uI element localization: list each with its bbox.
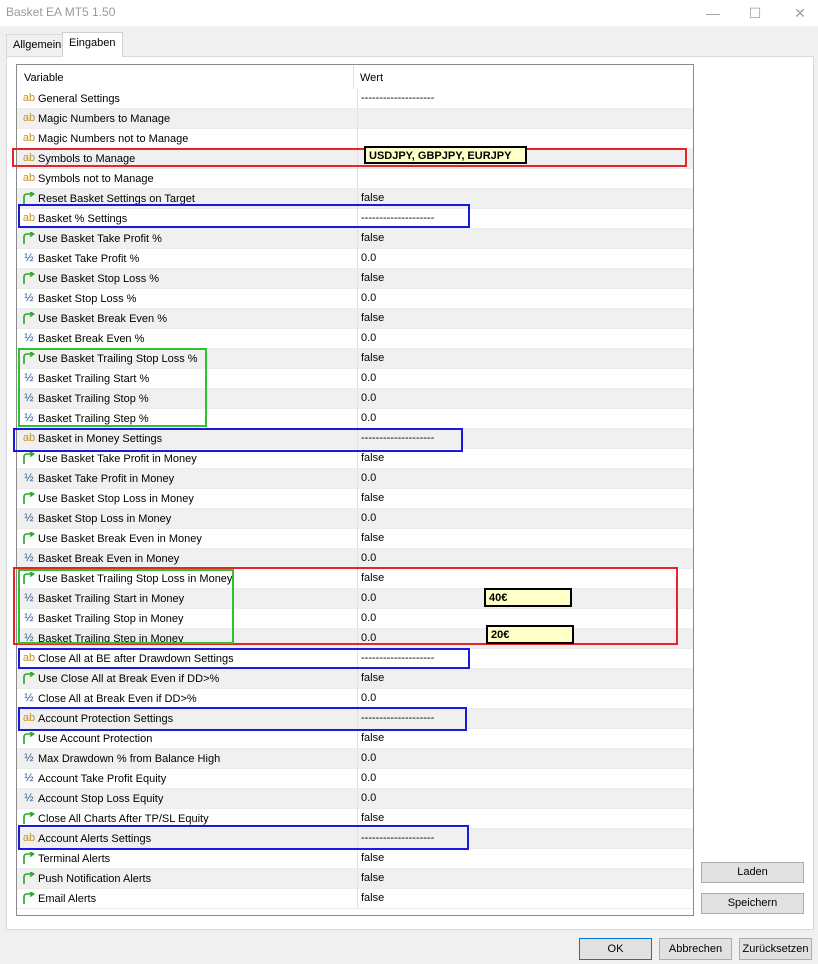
load-button[interactable]: Laden [701, 862, 804, 883]
number-type-icon: ½ [24, 512, 34, 524]
row-value[interactable]: false [357, 669, 691, 688]
row-value[interactable]: false [357, 489, 691, 508]
row-value[interactable]: -------------------- [357, 429, 691, 448]
string-type-icon: ab [22, 212, 36, 224]
row-value[interactable]: -------------------- [357, 209, 691, 228]
row-variable-name: Use Basket Take Profit % [38, 233, 162, 245]
table-row[interactable] [17, 469, 693, 489]
bool-type-icon [22, 852, 36, 865]
row-variable-name: Use Basket Trailing Stop Loss in Money [38, 573, 233, 585]
table-row[interactable] [17, 409, 693, 429]
table-row[interactable] [17, 849, 693, 869]
row-variable-name: Magic Numbers to Manage [38, 113, 171, 125]
row-value[interactable]: false [357, 349, 691, 368]
bool-type-icon [22, 812, 36, 825]
save-button[interactable]: Speichern [701, 893, 804, 914]
row-value[interactable]: 0.0 [357, 689, 691, 708]
row-value[interactable] [357, 169, 691, 188]
row-variable-name: Use Basket Take Profit in Money [38, 453, 197, 465]
row-variable-name: Basket Take Profit in Money [38, 473, 175, 485]
table-row[interactable] [17, 509, 693, 529]
string-type-icon: ab [22, 92, 36, 104]
string-type-icon: ab [22, 652, 36, 664]
row-value[interactable]: false [357, 729, 691, 748]
table-row[interactable] [17, 209, 693, 229]
cancel-button[interactable]: Abbrechen [659, 938, 732, 960]
table-row[interactable] [17, 669, 693, 689]
row-value[interactable]: 0.0 [357, 469, 691, 488]
row-variable-name: Basket Trailing Stop in Money [38, 613, 184, 625]
row-value[interactable]: 0.0 [357, 409, 691, 428]
maximize-icon[interactable]: ☐ [748, 5, 762, 21]
string-type-icon: ab [22, 152, 36, 164]
table-row[interactable] [17, 529, 693, 549]
bool-type-icon [22, 532, 36, 545]
title-bar [0, 0, 818, 26]
row-variable-name: Push Notification Alerts [38, 873, 152, 885]
table-row[interactable] [17, 609, 693, 629]
row-variable-name: Use Account Protection [38, 733, 153, 745]
table-row[interactable] [17, 229, 693, 249]
row-variable-name: Use Basket Stop Loss % [38, 273, 160, 285]
row-value[interactable]: 0.0 [357, 329, 691, 348]
table-body [17, 89, 693, 909]
table-row[interactable] [17, 689, 693, 709]
row-variable-name: General Settings [38, 93, 120, 105]
row-variable-name: Account Stop Loss Equity [38, 793, 164, 805]
column-header-value[interactable]: Wert [360, 72, 384, 84]
ok-button[interactable]: OK [579, 938, 652, 960]
row-variable-name: Use Basket Trailing Stop Loss % [38, 353, 198, 365]
bool-type-icon [22, 892, 36, 905]
row-value[interactable]: false [357, 889, 691, 908]
string-type-icon: ab [22, 712, 36, 724]
row-value[interactable]: -------------------- [357, 649, 691, 668]
row-variable-name: Close All at BE after Drawdown Settings [38, 653, 234, 665]
row-value[interactable]: 0.0 [357, 389, 691, 408]
row-variable-name: Account Alerts Settings [38, 833, 152, 845]
table-row[interactable] [17, 389, 693, 409]
row-value[interactable]: false [357, 869, 691, 888]
row-variable-name: Basket Take Profit % [38, 253, 140, 265]
bool-type-icon [22, 312, 36, 325]
string-type-icon: ab [22, 112, 36, 124]
string-type-icon: ab [22, 832, 36, 844]
row-value[interactable] [357, 109, 691, 128]
number-type-icon: ½ [24, 372, 34, 384]
bool-type-icon [22, 872, 36, 885]
row-variable-name: Terminal Alerts [38, 853, 111, 865]
bool-type-icon [22, 732, 36, 745]
row-variable-name: Use Close All at Break Even if DD>% [38, 673, 220, 685]
row-value[interactable]: 0.0 [357, 369, 691, 388]
row-variable-name: Basket in Money Settings [38, 433, 163, 445]
row-value[interactable]: false [357, 529, 691, 548]
row-value[interactable]: false [357, 449, 691, 468]
bool-type-icon [22, 572, 36, 585]
row-variable-name: Basket Break Even % [38, 333, 145, 345]
row-variable-name: Use Basket Break Even % [38, 313, 168, 325]
row-variable-name: Symbols not to Manage [38, 173, 154, 185]
row-variable-name: Basket Trailing Step % [38, 413, 149, 425]
row-variable-name: Close All at Break Even if DD>% [38, 693, 197, 705]
table-row[interactable] [17, 789, 693, 809]
row-value[interactable]: false [357, 229, 691, 248]
row-variable-name: Symbols to Manage [38, 153, 136, 165]
row-value[interactable]: 0.0 [357, 629, 691, 648]
table-row[interactable] [17, 749, 693, 769]
bool-type-icon [22, 352, 36, 365]
table-row[interactable] [17, 649, 693, 669]
row-value[interactable]: 0.0 [357, 509, 691, 528]
number-type-icon: ½ [24, 612, 34, 624]
trailing-start-note: 40€ [484, 588, 572, 607]
table-row[interactable] [17, 449, 693, 469]
table-row[interactable] [17, 729, 693, 749]
row-value[interactable]: 0.0 [357, 769, 691, 788]
table-row[interactable] [17, 829, 693, 849]
table-row[interactable] [17, 289, 693, 309]
trailing-step-note: 20€ [486, 625, 574, 644]
symbols-note: USDJPY, GBPJPY, EURJPY [364, 146, 527, 164]
row-value[interactable]: 0.0 [357, 749, 691, 768]
table-row[interactable] [17, 549, 693, 569]
table-row[interactable] [17, 769, 693, 789]
number-type-icon: ½ [24, 392, 34, 404]
table-row[interactable] [17, 89, 693, 109]
column-separator[interactable] [353, 65, 354, 89]
window-title: Basket EA MT5 1.50 [6, 5, 116, 19]
row-variable-name: Magic Numbers not to Manage [38, 133, 189, 145]
table-row[interactable] [17, 109, 693, 129]
string-type-icon: ab [22, 172, 36, 184]
number-type-icon: ½ [24, 792, 34, 804]
row-value[interactable]: 0.0 [357, 249, 691, 268]
number-type-icon: ½ [24, 692, 34, 704]
row-value[interactable]: 0.0 [357, 549, 691, 568]
row-value[interactable]: false [357, 269, 691, 288]
tab-allgemein[interactable]: Allgemein [6, 34, 68, 56]
table-row[interactable] [17, 489, 693, 509]
number-type-icon: ½ [24, 292, 34, 304]
table-row[interactable] [17, 249, 693, 269]
row-variable-name: Account Protection Settings [38, 713, 174, 725]
row-value[interactable]: -------------------- [357, 709, 691, 728]
table-header [17, 65, 693, 89]
row-value[interactable]: -------------------- [357, 829, 691, 848]
row-value[interactable]: -------------------- [357, 89, 691, 108]
row-value[interactable]: false [357, 309, 691, 328]
number-type-icon: ½ [24, 412, 34, 424]
table-row[interactable] [17, 569, 693, 589]
row-value[interactable]: 0.0 [357, 589, 691, 608]
table-row[interactable] [17, 269, 693, 289]
bool-type-icon [22, 272, 36, 285]
string-type-icon: ab [22, 432, 36, 444]
table-row[interactable] [17, 429, 693, 449]
bool-type-icon [22, 452, 36, 465]
inputs-table [16, 64, 694, 916]
row-variable-name: Basket Stop Loss % [38, 293, 137, 305]
number-type-icon: ½ [24, 552, 34, 564]
row-variable-name: Basket Break Even in Money [38, 553, 180, 565]
table-row[interactable] [17, 709, 693, 729]
number-type-icon: ½ [24, 332, 34, 344]
table-row[interactable] [17, 369, 693, 389]
table-row[interactable] [17, 329, 693, 349]
number-type-icon: ½ [24, 472, 34, 484]
row-variable-name: Basket Stop Loss in Money [38, 513, 172, 525]
bool-type-icon [22, 672, 36, 685]
row-value[interactable]: false [357, 809, 691, 828]
row-value[interactable]: false [357, 849, 691, 868]
row-variable-name: Basket Trailing Step in Money [38, 633, 184, 645]
row-variable-name: Close All Charts After TP/SL Equity [38, 813, 209, 825]
table-row[interactable] [17, 869, 693, 889]
table-row[interactable] [17, 169, 693, 189]
number-type-icon: ½ [24, 752, 34, 764]
table-row[interactable] [17, 129, 693, 149]
number-type-icon: ½ [24, 252, 34, 264]
row-value[interactable]: 0.0 [357, 609, 691, 628]
row-variable-name: Email Alerts [38, 893, 97, 905]
row-value[interactable]: false [357, 569, 691, 588]
bool-type-icon [22, 192, 36, 205]
number-type-icon: ½ [24, 632, 34, 644]
table-row[interactable] [17, 809, 693, 829]
table-row[interactable] [17, 149, 693, 169]
row-variable-name: Basket Trailing Start in Money [38, 593, 185, 605]
minimize-icon[interactable]: — [706, 5, 720, 21]
close-icon[interactable]: ✕ [794, 5, 806, 21]
tab-eingaben[interactable]: Eingaben [62, 32, 123, 57]
row-value[interactable]: 0.0 [357, 289, 691, 308]
table-row[interactable] [17, 629, 693, 649]
row-variable-name: Reset Basket Settings on Target [38, 193, 195, 205]
string-type-icon: ab [22, 132, 36, 144]
table-row[interactable] [17, 349, 693, 369]
row-variable-name: Basket Trailing Stop % [38, 393, 149, 405]
table-row[interactable] [17, 589, 693, 609]
number-type-icon: ½ [24, 772, 34, 784]
row-value[interactable]: 0.0 [357, 789, 691, 808]
row-variable-name: Basket Trailing Start % [38, 373, 150, 385]
row-variable-name: Use Basket Stop Loss in Money [38, 493, 194, 505]
bool-type-icon [22, 492, 36, 505]
row-variable-name: Use Basket Break Even in Money [38, 533, 202, 545]
table-row[interactable] [17, 309, 693, 329]
bool-type-icon [22, 232, 36, 245]
number-type-icon: ½ [24, 592, 34, 604]
column-header-variable[interactable]: Variable [24, 72, 64, 84]
row-value[interactable]: false [357, 189, 691, 208]
row-variable-name: Basket % Settings [38, 213, 128, 225]
row-variable-name: Account Take Profit Equity [38, 773, 167, 785]
table-row[interactable] [17, 189, 693, 209]
table-row[interactable] [17, 889, 693, 909]
row-variable-name: Max Drawdown % from Balance High [38, 753, 221, 765]
reset-button[interactable]: Zurücksetzen [739, 938, 812, 960]
